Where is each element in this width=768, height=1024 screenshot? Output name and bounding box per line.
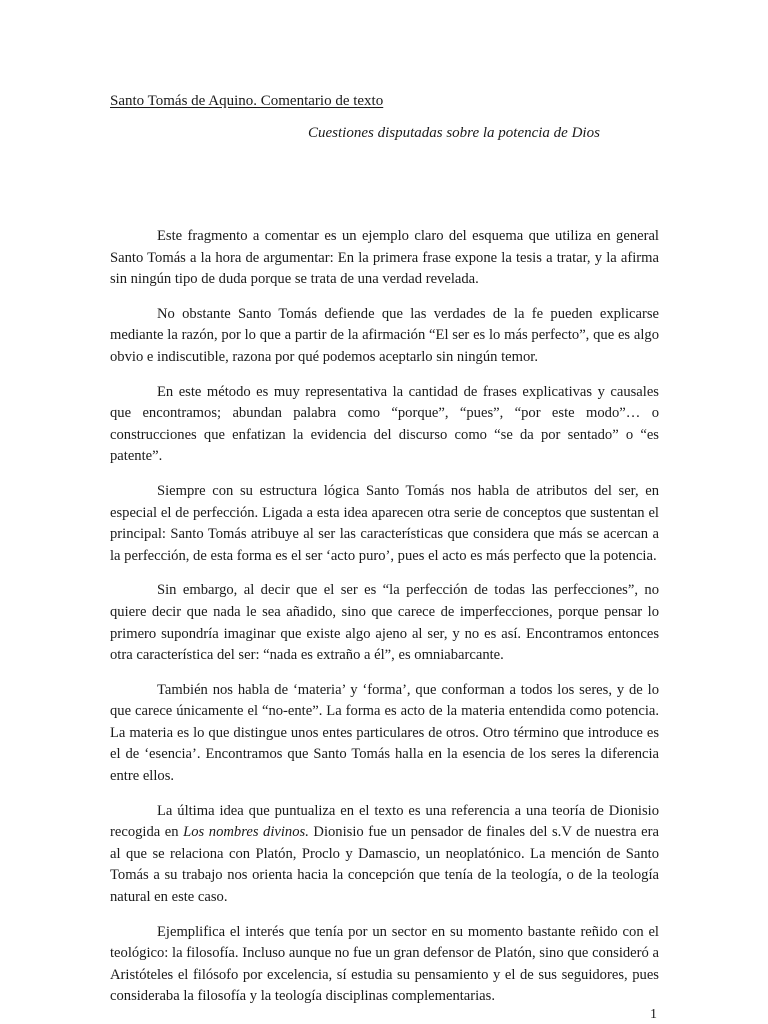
paragraph-1: Este fragmento a comentar es un ejemplo claro del esquema que utiliza en general Santo Tomás a la hora de argumentar: En la primera frase expone la tesis a tratar, y la afirma sin ningún tipo de duda porque se trata de una verdad revelada. xyxy=(110,228,659,288)
paragraph-4: Siempre con su estructura lógica Santo Tomás nos habla de atributos del ser, en especial el de perfección. Ligada a esta idea aparecen otra serie de conceptos que sustentan el principal: Santo Tomás atribuye al ser las características que considera que más se acercan a la perfección, de esta forma es el ser ‘acto puro’, pues el acto es más perfecto que la potencia. xyxy=(110,482,659,564)
paragraph-8: Ejemplifica el interés que tenía por un sector en su momento bastante reñido con el teológico: la filosofía. Incluso aunque no fue un gran defensor de Platón, sino que consideró a Aristóteles el filósofo por excelencia, sí estudia su pensamiento y el de sus seguidores, pues consideraba la filosofía y la teología disciplinas complementarias. xyxy=(110,923,659,1005)
book-title-italic: Los nombres divinos. xyxy=(183,824,309,841)
paragraph-7-text-before: La última idea que puntualiza en el texto es una referencia a una teoría de Dionisio recogida en xyxy=(110,802,659,841)
paragraph-6: También nos habla de ‘materia’ y ‘forma’, que conforman a todos los seres, y de lo que carece únicamente el “no-ente”. La forma es acto de la materia entendida como potencia. La materia es lo que distingue unos entes particulares de otros. Otro término que introduce es el de ‘esencia’. Encontramos que Santo Tomás halla en la esencia de los seres la diferencia entre ellos. xyxy=(110,681,659,785)
paragraph-2: No obstante Santo Tomás defiende que las verdades de la fe pueden explicarse mediante la razón, por lo que a partir de la afirmación “El ser es lo más perfecto”, que es algo obvio e indiscutible, razona por qué podemos aceptarlo sin ningún temor. xyxy=(110,305,659,365)
paragraph-5: Sin embargo, al decir que el ser es “la perfección de todas las perfecciones”, no quiere decir que nada le sea añadido, sino que carece de imperfecciones, porque pensar lo primero supondría imaginar que existe algo ajeno al ser, y no es así. Encontramos entonces otra característica del ser: “nada es extraño a él”, es omniabarcante. xyxy=(110,582,659,664)
page-number: 1 xyxy=(650,1007,657,1022)
document-subtitle: Cuestiones disputadas sobre la potencia de Dios xyxy=(308,125,600,141)
document-title: Santo Tomás de Aquino. Comentario de texto xyxy=(110,93,384,109)
paragraph-7 xyxy=(110,801,659,909)
paragraph-7-text-after: Dionisio fue un pensador de finales del s.V de nuestra era al que se relaciona con Platón, Proclo y Damascio, un neoplatónico. La mención de Santo Tomás a su trabajo nos orienta hacia la concepción que tenía de la teología, o de la teología natural en este caso. xyxy=(110,824,659,906)
paragraph-3: En este método es muy representativa la cantidad de frases explicativas y causales que encontramos; abundan palabra como “porque”, “pues”, “por este modo”… o construcciones que enfatizan la evidencia del discurso como “se da por sentado” o “es patente”. xyxy=(110,383,659,465)
document-body xyxy=(110,226,659,1021)
